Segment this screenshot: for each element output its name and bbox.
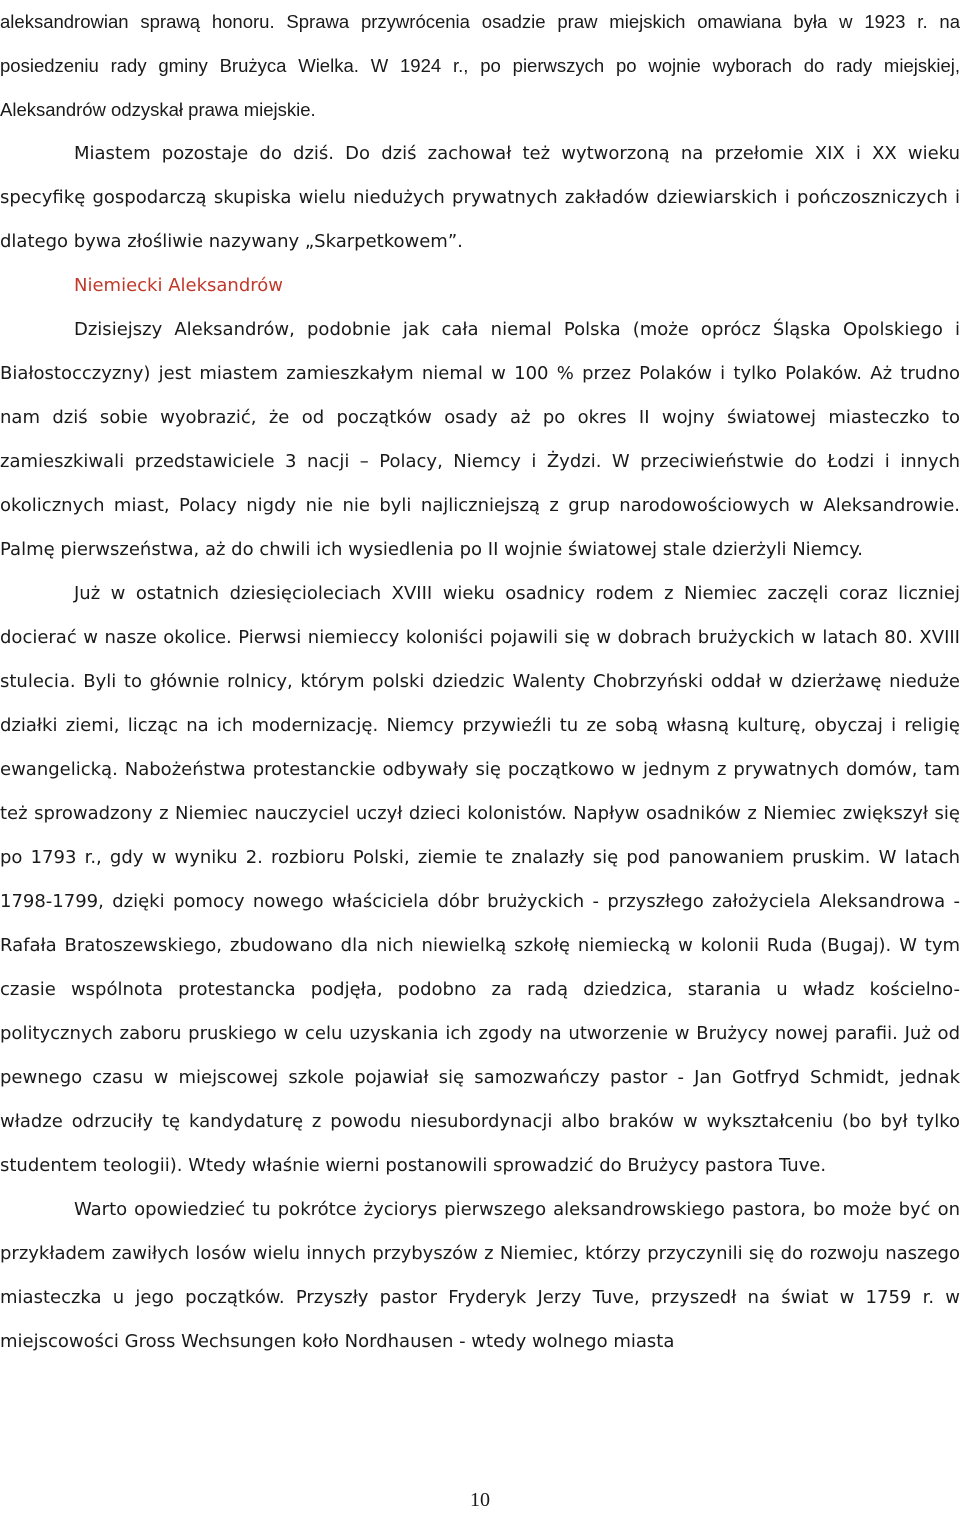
paragraph-miastem: Miastem pozostaje do dziś. Do dziś zachował też wytworzoną na przełomie XIX i XX wieku specyfikę gospodarczą skupiska wielu niedużych prywatnych zakładów dziewiarskich i pończoszniczych i dlatego bywa złośliwie nazywany „Skarpetkowem”. [0,143,960,252]
paragraph-osadnicy: Już w ostatnich dziesięcioleciach XVIII wieku osadnicy rodem z Niemiec zaczęli coraz liczniej docierać w nasze okolice. Pierwsi niemieccy koloniści pojawili się w dobrach brużyckich w latach 80. XVIII stulecia. Byli to głównie rolnicy, którym polski dziedzic Walenty Chobrzyński oddał w dzierżawę nieduże działki ziemi, licząc na ich modernizację. Niemcy przywieźli tu ze sobą własną kulturę, obyczaj i religię ewangelicką. Nabożeństwa protestanckie odbywały się początkowo w jednym z prywatnych domów, tam też sprowadzony z Niemiec nauczyciel uczył dzieci kolonistów. Napływ osadników z Niemiec zwiększył się po 1793 r., gdy w wyniku 2. rozbioru Polski, ziemie te znalazły się pod panowaniem pruskim. W latach 1798-1799, dzięki pomocy nowego właściciela dóbr brużyckich - przyszłego założyciela Aleksandrowa - Rafała Bratoszewskiego, zbudowano dla nich niewielką szkołę niemiecką w kolonii Ruda (Bugaj). W tym czasie wspólnota protestancka podjęła, podobno za radą dziedzica, starania u władz kościelno-politycznych zaboru pruskiego w celu uzyskania ich zgody na utworzenie w Brużycy nowej parafii. Już od pewnego czasu w miejscowej szkole pojawiał się samozwańczy pastor - Jan Gotfryd Schmidt, jednak władze odrzuciły tę kandydaturę z powodu niesubordynacji albo braków w wykształceniu (bo był tylko studentem teologii). Wtedy właśnie wierni postanowili sprowadzić do Brużycy pastora Tuve. [0,583,960,1176]
page-number: 10 [470,1489,490,1511]
paragraph-continuation: aleksandrowian sprawą honoru. Sprawa przywrócenia osadzie praw miejskich omawiana była w 1923 r. na posiedzeniu rady gminy Brużyca Wielka. W 1924 r., po pierwszych po wojnie wyborach do rady miejskiej, Aleksandrów odzyskał prawa miejskie. [0,11,960,120]
paragraph-pastor: Warto opowiedzieć tu pokrótce życiorys pierwszego aleksandrowskiego pastora, bo może być on przykładem zawiłych losów wielu innych przybyszów z Niemiec, którzy przyczynili się do rozwoju naszego miasteczka u jego początków. Przyszły pastor Fryderyk Jerzy Tuve, przyszedł na świat w 1759 r. w miejscowości Gross Wechsungen koło Nordhausen - wtedy wolnego miasta [0,1199,960,1352]
paragraph-dzisiejszy: Dzisiejszy Aleksandrów, podobnie jak cała niemal Polska (może oprócz Śląska Opolskiego i Białostocczyzny) jest miastem zamieszkałym niemal w 100 % przez Polaków i tylko Polaków. Aż trudno nam dziś sobie wyobrazić, że od początków osady aż po okres II wojny światowej miasteczko to zamieszkiwali przedstawiciele 3 nacji – Polacy, Niemcy i Żydzi. W przeciwieństwie do Łodzi i innych okolicznych miast, Polacy nigdy nie nie byli najliczniejszą z grup narodowościowych w Aleksandrowie. Palmę pierwszeństwa, aż do chwili ich wysiedlenia po II wojnie światowej stale dzierżyli Niemcy. [0,319,960,560]
section-heading: Niemiecki Aleksandrów [74,275,283,296]
